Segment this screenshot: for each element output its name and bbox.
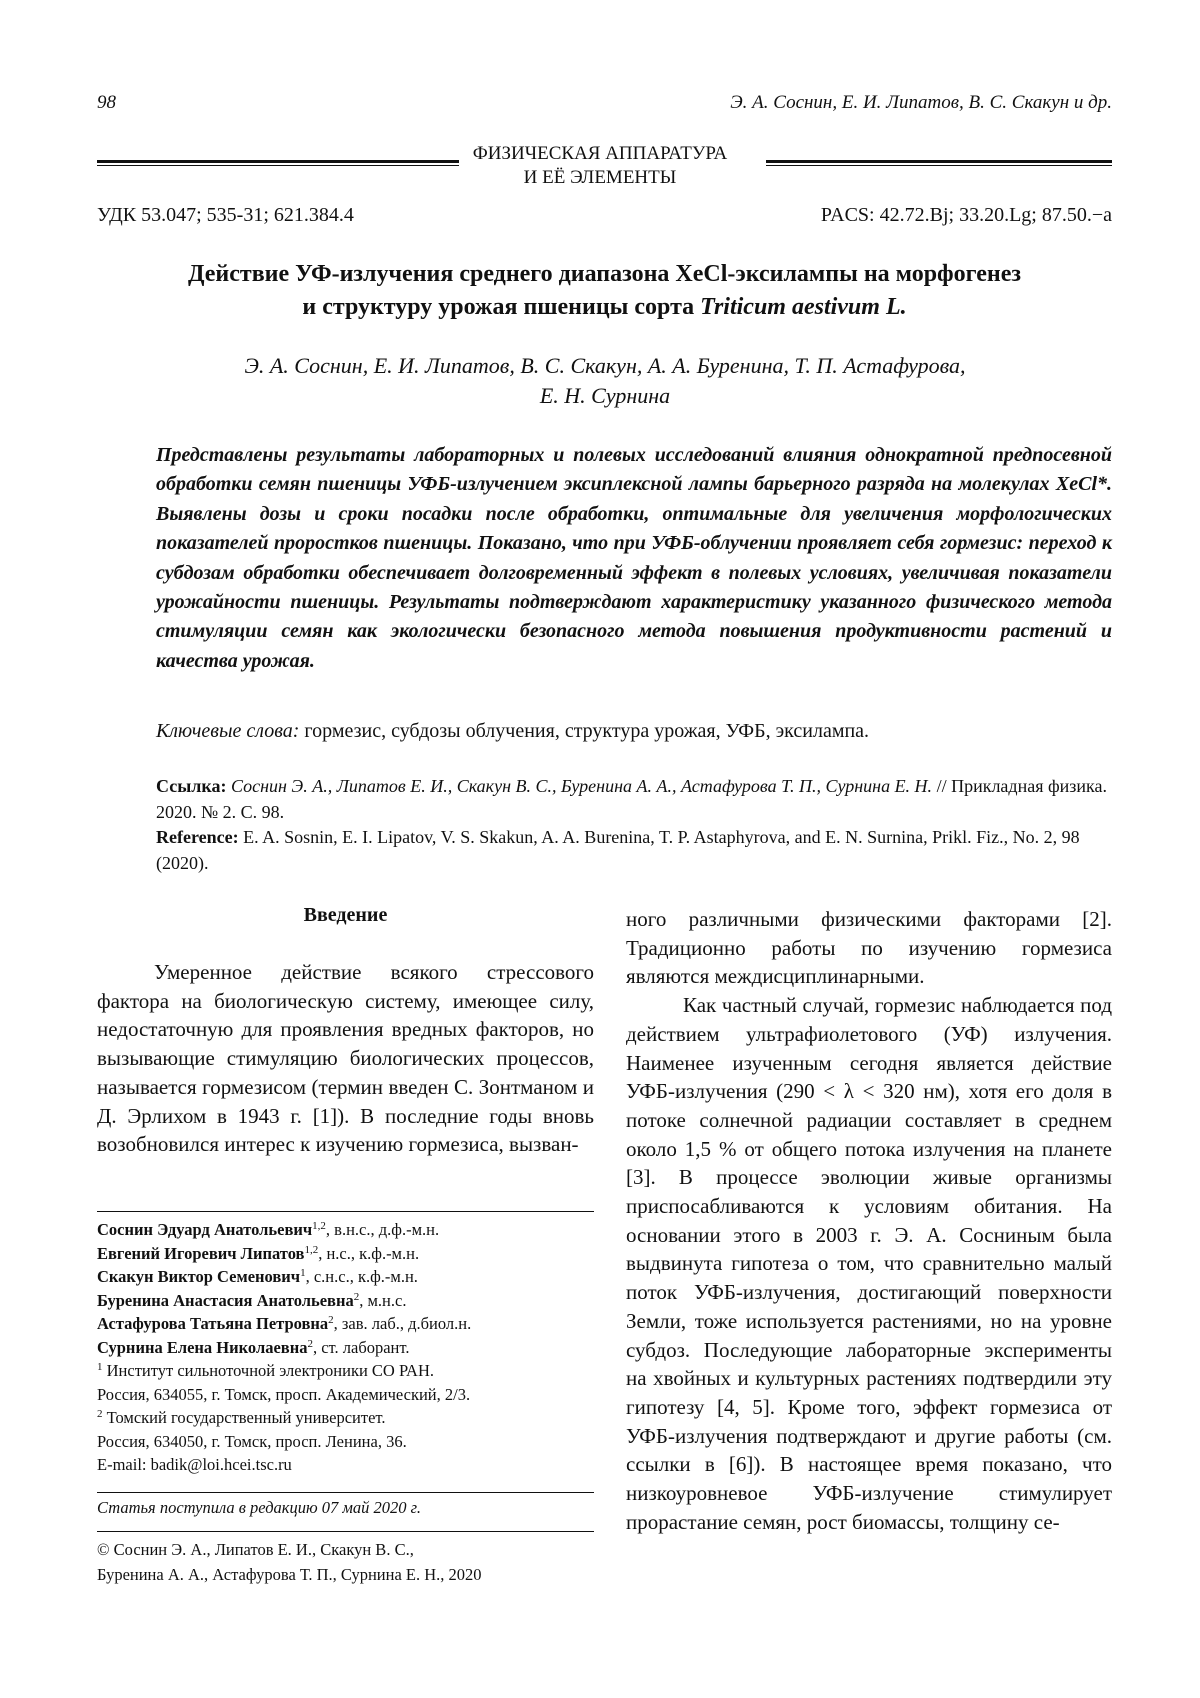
citation-ru-label: Ссылка: — [156, 776, 227, 796]
copyright-line1: © Соснин Э. А., Липатов Е. И., Скакун В. С., — [97, 1540, 414, 1559]
footnote-author-sup: 2 — [307, 1337, 313, 1350]
author-line1: Э. А. Соснин, Е. И. Липатов, В. С. Скакун, А. А. Буренина, Т. П. Астафурова, — [244, 353, 966, 378]
keywords — [156, 720, 1112, 743]
affiliation-1-address: Россия, 634055, г. Томск, просп. Академический, 2/3. — [97, 1384, 471, 1404]
section-title-line2: И ЕЁ ЭЛЕМЕНТЫ — [523, 167, 677, 188]
footnote-author-name: Астафурова Татьяна Петровна — [97, 1314, 329, 1333]
footnote-author-row — [97, 1218, 594, 1242]
footnote-author-role: , зав. лаб., д.биол.н. — [333, 1314, 472, 1333]
species-name: Triticum aestivum L. — [700, 294, 907, 320]
footnote-rule — [97, 1211, 594, 1212]
paper-title — [97, 258, 1112, 324]
title-line1: Действие УФ-излучения среднего диапазона XeCl-эксилампы на морфогенез — [187, 261, 1022, 287]
footnote-author-sup: 1,2 — [312, 1220, 326, 1232]
intro-right-column — [626, 905, 1112, 1536]
footnote-author-role: , н.с., к.ф.-м.н. — [318, 1243, 420, 1263]
contact-email: E-mail: badik@loi.hcei.tsc.ru — [97, 1455, 292, 1474]
citation-ru — [156, 774, 1112, 825]
affiliation-1-sup: 1 — [97, 1361, 103, 1373]
footnote-author-sup: 2 — [353, 1290, 360, 1303]
title-line2-text: и структуру урожая пшеницы сорта — [302, 294, 701, 320]
footnote-author-name: Евгений Игоревич Липатов — [97, 1243, 305, 1263]
citation-ru-source: // Прикладная физика. 2020. № 2. С. 98. — [156, 776, 1107, 822]
affiliation-2 — [97, 1406, 594, 1430]
title-line2 — [97, 291, 1112, 324]
footnote-author-role: , в.н.с., д.ф.-м.н. — [325, 1220, 440, 1239]
intro-left-paragraph: Умеренное действие всякого стрессового фактора на биологическую систему, имеющее силу, недостаточную для проявления вредных факторов, но вызывающие стимуляцию биологических процессов, называется гормезисом (термин введен С. Зонтманом и Д. Эрлихом в 1943 г. [1]). В последние годы вновь возобновился интерес к изучению гормезиса, вызван- — [97, 960, 594, 1157]
section-title — [0, 142, 1200, 190]
received-date: Статья поступила в редакцию 07 май 2020 г. — [97, 1498, 422, 1517]
footnote-author-role: , с.н.с., к.ф.-м.н. — [305, 1267, 418, 1286]
affiliation-2-sup: 2 — [97, 1408, 103, 1420]
footnote-rule — [97, 1531, 594, 1532]
citation-en-label: Reference: — [156, 827, 239, 847]
citation-en-text: E. A. Sosnin, E. I. Lipatov, V. S. Skakun, A. A. Burenina, T. P. Astaphyrova, and E. N. Surnina, Prikl. Fiz., No. 2, 98 (2020). — [156, 827, 1080, 873]
section-rule-left — [97, 160, 459, 166]
intro-right-paragraph-2: Как частный случай, гормезис наблюдается под действием ультрафиолетового (УФ) излучения. Наименее изученным сегодня является действие УФБ-излучения (290 < λ < 320 нм), хотя его доля в потоке солнечной радиации составляет в среднем около 1,5 % от общего потока излучения на планете [3]. В процессе эволюции живые организмы приспосабливаются к условиям обитания. На основании этого в 2003 г. Э. А. Сосниным была выдвинута гипотеза о том, что сравнительно малый поток УФБ-излучения, достигающий поверхности Земли, тоже используется растениями, но на уровне субдоз. Последующие лабораторные эксперименты на хвойных и культурных растениях подтвердили эту гипотезу [4, 5]. Кроме того, эффект гормезиса от УФБ-излучения подтверждают и другие работы (см. ссылки в [6]). В настоящее время показано, что низкоуровневое УФБ-излучение стимулирует прорастание семян, рост биомассы, толщину се- — [626, 993, 1112, 1534]
footnote-author-role: , м.н.с. — [359, 1290, 407, 1310]
author-footnote — [97, 1218, 594, 1477]
affiliation-2-name: Томский государственный университет. — [102, 1408, 386, 1427]
footnote-author-row — [97, 1242, 594, 1266]
footnote-author-name: Сурнина Елена Николаевна — [97, 1337, 308, 1357]
footnote-author-row — [97, 1312, 594, 1336]
footnote-author-name: Скакун Виктор Семенович — [97, 1267, 301, 1286]
abstract: Представлены результаты лабораторных и полевых исследований влияния однократной предпосевной обработки семян пшеницы УФБ-излучением эксиплексной лампы барьерного разряда на молекулах XeCl*. Выявлены дозы и сроки посадки после обработки, оптимальные для увеличения морфологических показателей проростков пшеницы. Показано, что при УФБ-облучении проявляет себя гормезис: переход к субдозам обработки обеспечивает долговременный эффект в полевых условиях, увеличивая показатели урожайности пшеницы. Результаты подтверждают характеристику указанного физического метода стимуляции семян как экологически безопасного метода повышения продуктивности растений и качества урожая. — [156, 444, 1112, 672]
affiliation-1 — [97, 1359, 594, 1383]
section-title-line1: ФИЗИЧЕСКАЯ АППАРАТУРА — [472, 143, 728, 164]
copyright-line2: Буренина А. А., Астафурова Т. П., Сурнина Е. Н., 2020 — [97, 1565, 482, 1584]
footnote-author-row — [97, 1336, 594, 1360]
footnote-author-row — [97, 1265, 594, 1289]
section-rule-right — [766, 160, 1112, 166]
footnote-author-sup: 2 — [328, 1314, 334, 1326]
citation-en — [156, 825, 1112, 876]
citation-block — [156, 774, 1112, 876]
running-authors: Э. А. Соснин, Е. И. Липатов, В. С. Скакун и др. — [730, 92, 1112, 113]
affiliation-1-name: Институт сильноточной электроники СО РАН. — [102, 1361, 434, 1380]
footnote-author-row — [97, 1289, 594, 1313]
keywords-text: гормезис, субдозы облучения, структура урожая, УФБ, эксилампа. — [299, 720, 870, 742]
intro-right-paragraph-1: ного различными физическими факторами [2]. Традиционно работы по изучению гормезиса являются междисциплинарными. — [626, 907, 1112, 989]
author-line2: Е. Н. Сурнина — [539, 383, 671, 408]
citation-ru-authors: Соснин Э. А., Липатов Е. И., Скакун В. С., Буренина А. А., Астафурова Т. П., Сурнина Е. Н. — [230, 776, 933, 796]
footnote-author-sup: 1 — [300, 1267, 306, 1279]
footnote-author-name: Соснин Эдуард Анатольевич — [97, 1220, 313, 1239]
author-list — [120, 351, 1090, 411]
footnote-author-role: , ст. лаборант. — [312, 1337, 410, 1357]
keywords-label: Ключевые слова: — [156, 720, 300, 742]
footnote-rule — [97, 1492, 594, 1493]
page-number: 98 — [97, 92, 116, 113]
footnote-author-sup: 1,2 — [304, 1243, 319, 1256]
copyright — [97, 1537, 594, 1587]
udk-code: УДК 53.047; 535-31; 621.384.4 — [97, 204, 354, 226]
pacs-code: PACS: 42.72.Bj; 33.20.Lg; 87.50.−a — [820, 204, 1112, 226]
footnote-author-name: Буренина Анастасия Анатольевна — [97, 1290, 354, 1310]
affiliation-2-address: Россия, 634050, г. Томск, просп. Ленина, 36. — [97, 1431, 407, 1451]
intro-heading: Введение — [303, 904, 388, 926]
